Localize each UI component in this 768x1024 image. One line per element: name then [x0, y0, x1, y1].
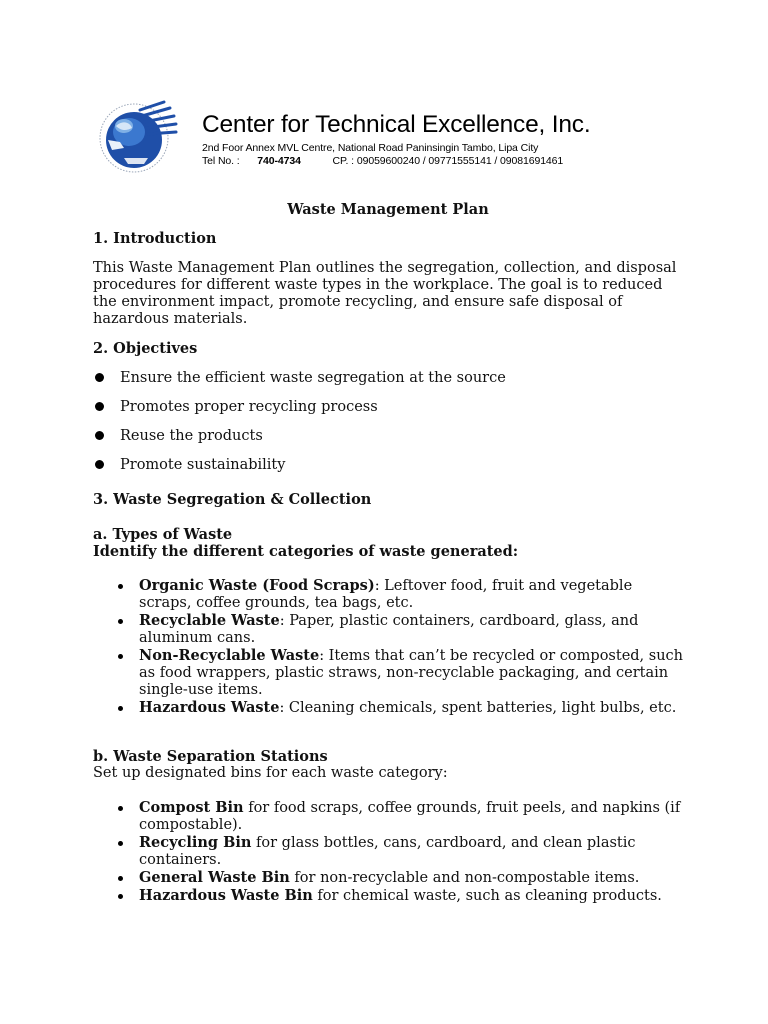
introduction-paragraph: This Waste Management Plan outlines the segregation, collection, and disposal procedures for different waste types in the workplace. The goal is to reduced the environment impact, promote recycling, and ensure safe disposal of hazardous materials.	[93, 260, 677, 327]
cp-label: CP. :	[332, 155, 355, 167]
list-item: Hazardous Waste: Cleaning chemicals, spent batteries, light bulbs, etc.	[93, 699, 683, 717]
tel-number: 740-4734	[257, 155, 301, 167]
bullet-icon	[118, 806, 123, 811]
list-item: Organic Waste (Food Scraps): Leftover food, fruit and vegetable scraps, coffee grounds, tea bags, etc.	[93, 577, 683, 612]
subheading-separation-stations: b. Waste Separation Stations	[93, 748, 328, 765]
list-item: Hazardous Waste Bin for chemical waste, such as cleaning products.	[93, 887, 683, 905]
section-heading-segregation: 3. Waste Segregation & Collection	[93, 491, 372, 508]
list-item: Compost Bin for food scraps, coffee grounds, fruit peels, and napkins (if compostable).	[93, 799, 683, 834]
bins-list	[93, 799, 683, 905]
company-contact	[202, 155, 590, 168]
waste-types-list	[93, 577, 683, 717]
bullet-icon	[95, 460, 104, 469]
company-logo-icon	[94, 96, 186, 176]
objectives-list	[93, 370, 683, 486]
letterhead	[94, 96, 654, 176]
bullet-icon	[118, 894, 123, 899]
cp-numbers: 09059600240 / 09771555141 / 09081691461	[356, 155, 564, 167]
separation-stations-lead: Set up designated bins for each waste category:	[93, 765, 448, 781]
bullet-icon	[118, 841, 123, 846]
bullet-icon	[118, 876, 123, 881]
types-of-waste-lead: Identify the different categories of waste generated:	[93, 543, 519, 560]
list-item: Non-Recyclable Waste: Items that can’t be recycled or composted, such as food wrappers, plastic straws, non-recyclable packaging, and certain single-use items.	[93, 647, 683, 699]
bullet-icon	[95, 431, 104, 440]
company-name: Center for Technical Excellence, Inc.	[202, 111, 591, 138]
list-item: Recycling Bin for glass bottles, cans, cardboard, and clean plastic containers.	[93, 834, 683, 869]
list-item: Promote sustainability	[93, 457, 683, 486]
section-heading-objectives: 2. Objectives	[93, 340, 198, 357]
company-info	[202, 112, 590, 168]
list-item: General Waste Bin for non-recyclable and non-compostable items.	[93, 869, 683, 887]
list-item: Reuse the products	[93, 428, 683, 457]
list-item: Promotes proper recycling process	[93, 399, 683, 428]
list-item: Recyclable Waste: Paper, plastic containers, cardboard, glass, and aluminum cans.	[93, 612, 683, 647]
bullet-icon	[118, 706, 123, 711]
bullet-icon	[118, 619, 123, 624]
document-title: Waste Management Plan	[287, 201, 489, 218]
bullet-icon	[118, 654, 123, 659]
list-item: Ensure the efficient waste segregation at the source	[93, 370, 683, 399]
bullet-icon	[95, 373, 104, 382]
bullet-icon	[95, 402, 104, 411]
subheading-types-of-waste: a. Types of Waste	[93, 526, 233, 543]
bullet-icon	[118, 584, 123, 589]
tel-label: Tel No. :	[202, 155, 240, 167]
company-address: 2nd Foor Annex MVL Centre, National Road Paninsingin Tambo, Lipa City	[202, 142, 539, 154]
section-heading-introduction: 1. Introduction	[93, 230, 217, 247]
